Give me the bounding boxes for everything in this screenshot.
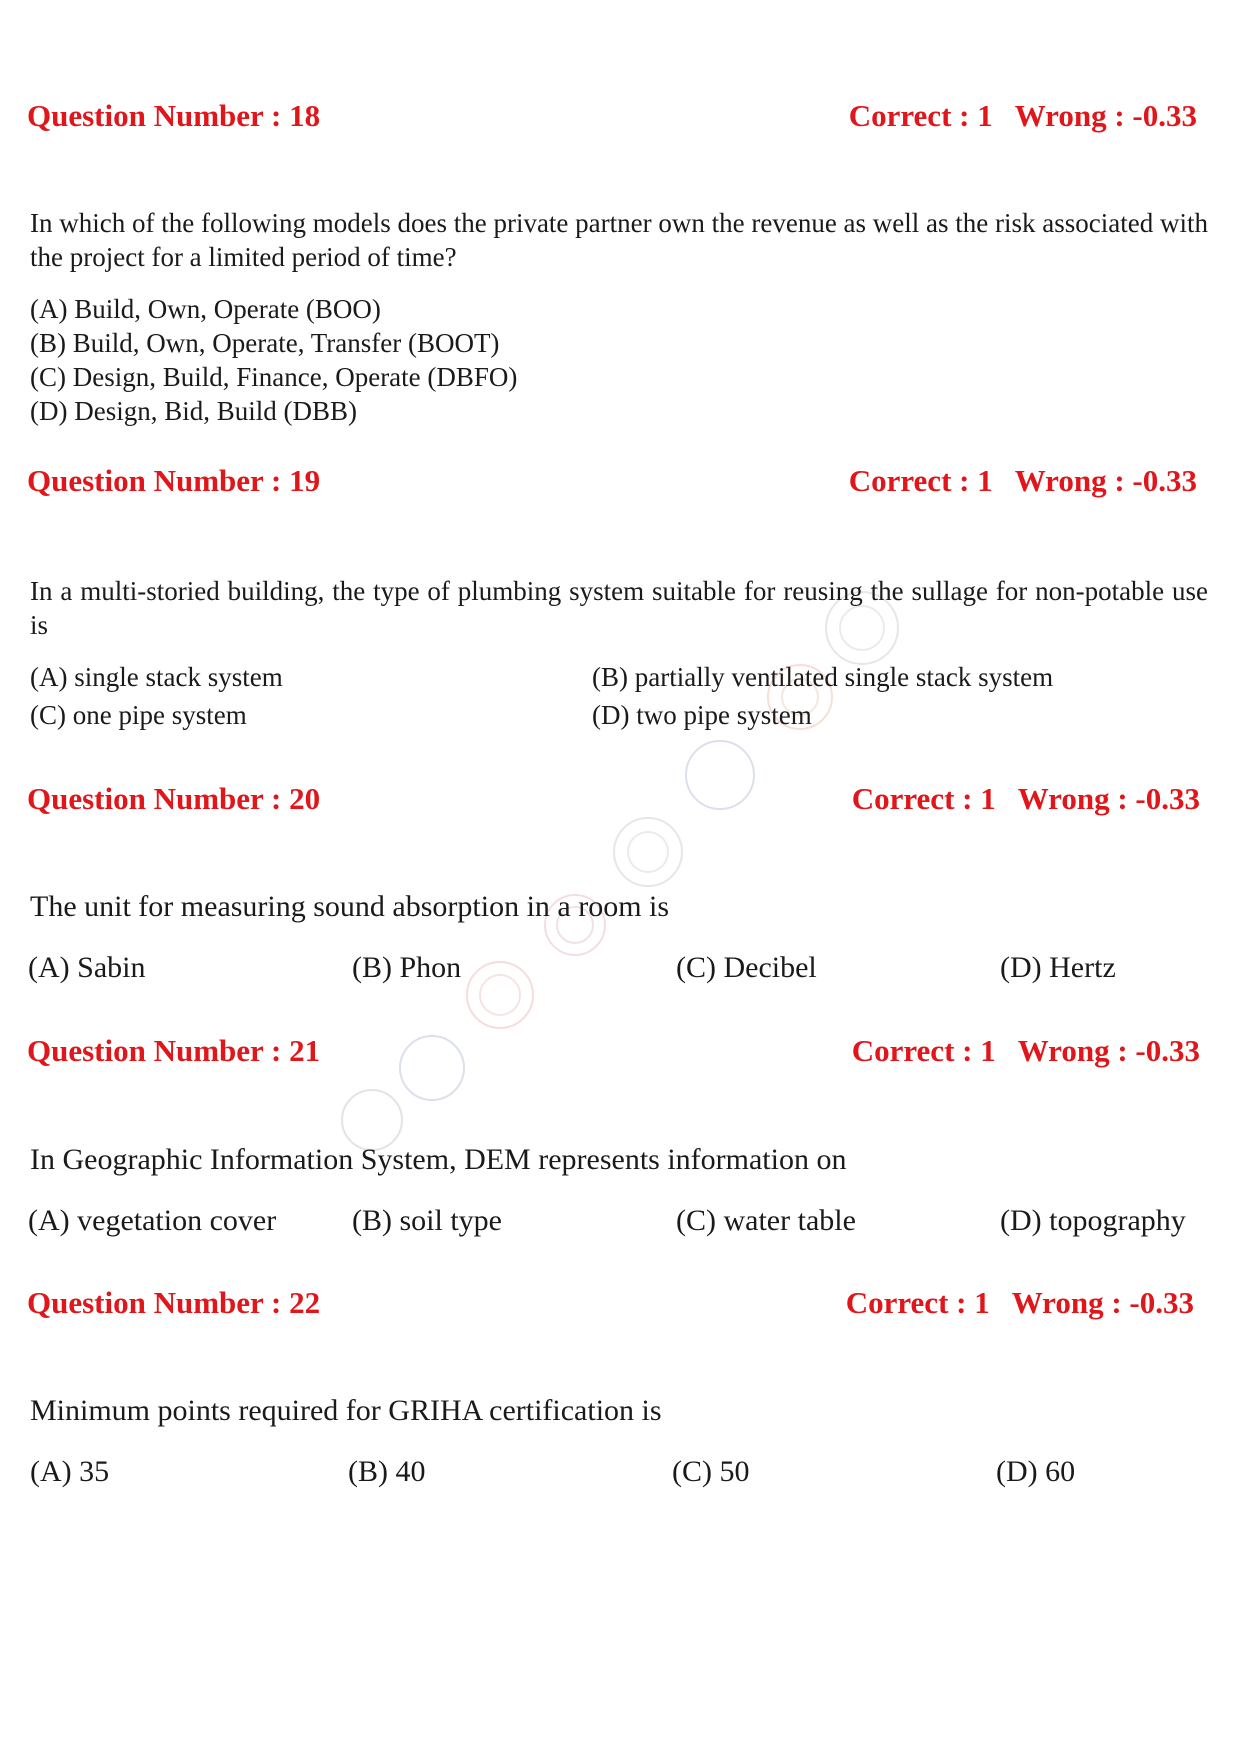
question-21-text: In Geographic Information System, DEM represents information on — [30, 1143, 847, 1176]
correct-marks: Correct : 1 — [845, 1285, 990, 1320]
question-22-header — [27, 1285, 1197, 1325]
option-a: (A) 35 — [30, 1455, 110, 1488]
option-b: (B) Build, Own, Operate, Transfer (BOOT) — [30, 328, 500, 358]
question-18-header — [27, 98, 1197, 138]
option-c: (C) water table — [676, 1204, 856, 1237]
marking-scheme — [852, 781, 1200, 817]
question-number: Question Number : 21 — [27, 1033, 321, 1068]
question-20-text: The unit for measuring sound absorption in a room is — [30, 890, 670, 923]
question-number: Question Number : 19 — [27, 463, 321, 498]
option-b: (B) soil type — [352, 1204, 502, 1237]
marking-scheme — [846, 1285, 1194, 1321]
option-c: (C) one pipe system — [30, 700, 247, 730]
marking-scheme — [849, 98, 1197, 134]
wrong-marks: Wrong : -0.33 — [1011, 1285, 1194, 1320]
question-19-text: In a multi-storied building, the type of plumbing system suitable for reusing the sullage for non-potable use is — [30, 576, 1208, 640]
question-21-header — [27, 1033, 1200, 1073]
option-c: (C) Design, Build, Finance, Operate (DBFO) — [30, 362, 518, 392]
option-a: (A) Build, Own, Operate (BOO) — [30, 294, 381, 324]
option-b: (B) partially ventilated single stack system — [592, 662, 1054, 692]
option-b: (B) Phon — [352, 951, 462, 984]
option-a: (A) vegetation cover — [28, 1204, 277, 1237]
question-18-options — [30, 292, 517, 428]
correct-marks: Correct : 1 — [848, 98, 993, 133]
question-number: Question Number : 18 — [27, 98, 321, 133]
option-d: (D) Hertz — [1000, 951, 1116, 984]
question-19-header — [27, 463, 1197, 503]
correct-marks: Correct : 1 — [851, 1033, 996, 1068]
correct-marks: Correct : 1 — [851, 781, 996, 816]
option-a: (A) Sabin — [28, 951, 146, 984]
question-22-text: Minimum points required for GRIHA certification is — [30, 1394, 662, 1427]
option-d: (D) topography — [1000, 1204, 1186, 1237]
correct-marks: Correct : 1 — [848, 463, 993, 498]
option-d: (D) two pipe system — [592, 700, 812, 730]
question-18-text: In which of the following models does the private partner own the revenue as well as the risk associated with the project for a limited period of time? — [30, 208, 1208, 272]
option-d: (D) Design, Bid, Build (DBB) — [30, 396, 357, 426]
question-20-header — [27, 781, 1200, 821]
question-number: Question Number : 20 — [27, 781, 321, 816]
wrong-marks: Wrong : -0.33 — [1014, 463, 1197, 498]
wrong-marks: Wrong : -0.33 — [1017, 1033, 1200, 1068]
option-a: (A) single stack system — [30, 662, 283, 692]
question-number: Question Number : 22 — [27, 1285, 321, 1320]
wrong-marks: Wrong : -0.33 — [1014, 98, 1197, 133]
marking-scheme — [849, 463, 1197, 499]
option-d: (D) 60 — [996, 1455, 1076, 1488]
marking-scheme — [852, 1033, 1200, 1069]
option-c: (C) 50 — [672, 1455, 750, 1488]
option-c: (C) Decibel — [676, 951, 817, 984]
option-b: (B) 40 — [348, 1455, 426, 1488]
wrong-marks: Wrong : -0.33 — [1017, 781, 1200, 816]
